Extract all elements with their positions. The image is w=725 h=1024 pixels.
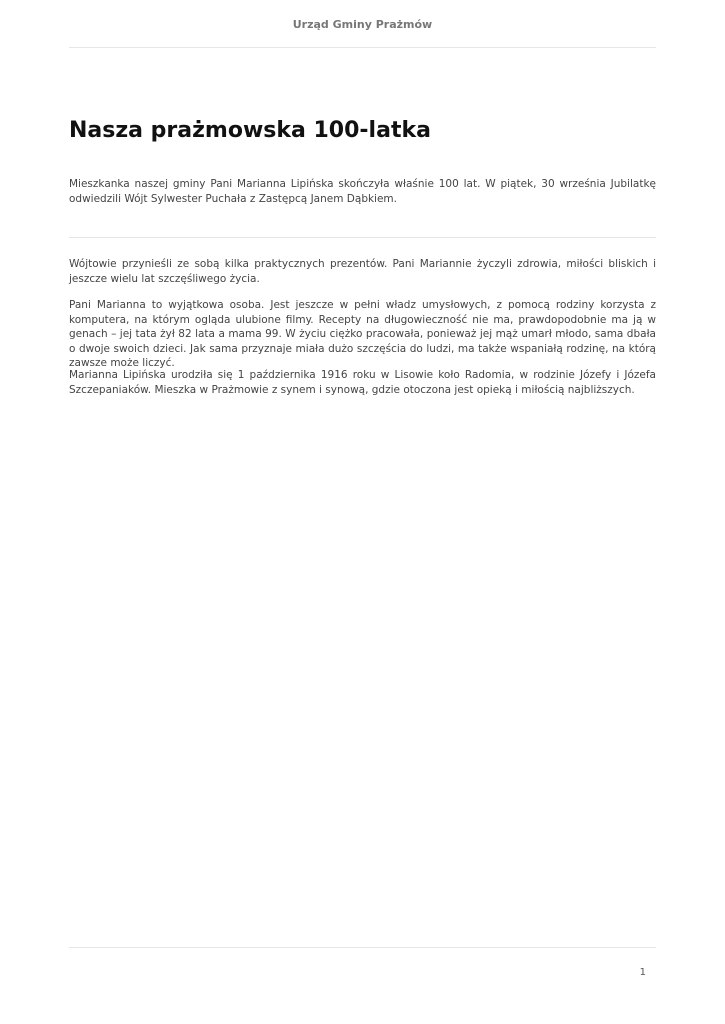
footer-divider [69, 947, 656, 948]
article-paragraph: Pani Marianna to wyjątkowa osoba. Jest jeszcze w pełni władz umysłowych, z pomocą rodziny korzysta z komputera, na którym ogląda ulubione filmy. Recepty na długowieczność nie ma, prawdopodobnie ma ją w genach – jej tata żył 82 lata a mama 99. W życiu ciężko pracowała, ponieważ jej mąż umarł młodo, sama dbała o dwoje swoich dzieci. Jak sama przyznaje miała dużo szczęścia do ludzi, ma także wspaniałą rodzinę, na którą zawsze może liczyć. [69, 299, 656, 370]
header-divider [69, 47, 656, 48]
article-lead: Mieszkanka naszej gminy Pani Marianna Lipińska skończyła właśnie 100 lat. W piątek, 30 września Jubilatkę odwiedzili Wójt Sylwester Puchała z Zastępcą Janem Dąbkiem. [69, 178, 656, 205]
article-paragraph: Wójtowie przynieśli ze sobą kilka praktycznych prezentów. Pani Mariannie życzyli zdrowia, miłości bliskich i jeszcze wielu lat szczęśliwego życia. [69, 258, 656, 285]
site-header: Urząd Gminy Prażmów [292, 18, 433, 31]
lead-divider [69, 237, 656, 238]
page-number: 1 [639, 967, 646, 978]
article-title: Nasza prażmowska 100-latka [69, 118, 431, 143]
article-paragraph: Marianna Lipińska urodziła się 1 października 1916 roku w Lisowie koło Radomia, w rodzinie Józefy i Józefa Szczepaniaków. Mieszka w Prażmowie z synem i synową, gdzie otoczona jest opieką i miłością najbliższych. [69, 369, 656, 396]
